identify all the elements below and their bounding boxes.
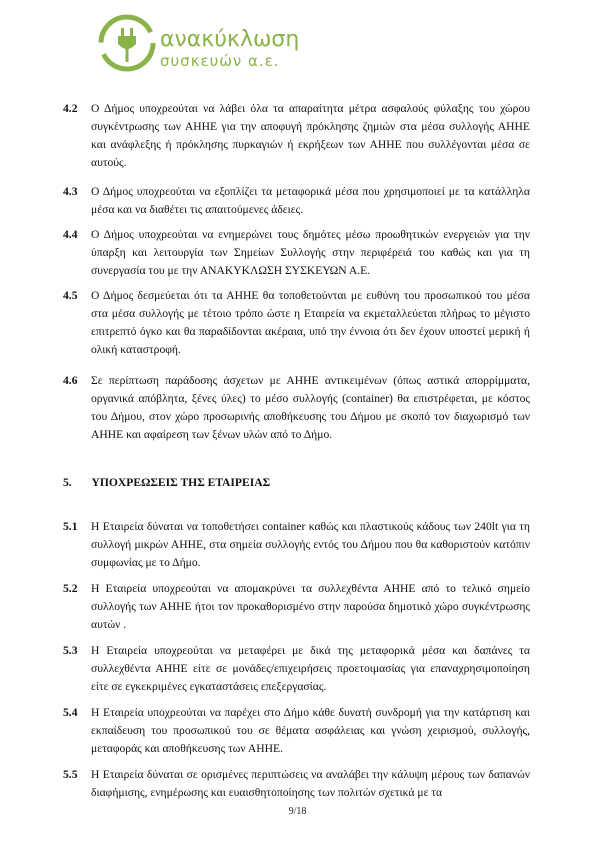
clause-4-6 [63, 372, 530, 444]
clause-number: 5.2 [63, 582, 78, 595]
page-number: 9/18 [288, 806, 307, 817]
clause-text: Η Εταιρεία δύναται σε ορισμένες περιπτώσεις να αναλάβει την κάλυψη μέρους των δαπανών διαφήμισης, ενημέρωσης και ευαισθητοποίησης των πολιτών σχετικά με τα [91, 768, 530, 799]
clause-text: Η Εταιρεία δύναται να τοποθετήσει container καθώς και πλαστικούς κάδους των 240lt για τη συλλογή μικρών ΑΗΗΕ, στα σημεία συλλογής εντός του Δήμου που θα καθοριστούν κατόπιν συμφωνίας με το Δήμο. [91, 520, 530, 569]
clause-number: 5.3 [63, 644, 78, 657]
clause-5-2 [63, 580, 530, 634]
clause-4-5 [63, 287, 530, 359]
clause-4-2 [63, 100, 530, 172]
section-heading [63, 476, 270, 489]
clause-number: 4.2 [63, 102, 78, 115]
clause-text: Η Εταιρεία υποχρεούται να απομακρύνει τα συλλεχθέντα ΑΗΗΕ από το τελικό σημείο συλλογής των ΑΗΗΕ ήτοι τον προκαθορισμένο στην παρούσα δημοτικό χώρο συγκέντρωσης αυτών . [91, 582, 530, 631]
section-number: 5. [63, 476, 72, 489]
recycling-plug-icon [98, 14, 156, 72]
clause-number: 4.5 [63, 289, 78, 302]
clause-text: Ο Δήμος δεσμεύεται ότι τα ΑΗΗΕ θα τοποθετούνται με ευθύνη του προσωπικού του μέσα στα μέσα συλλογής με τέτοιο τρόπο ώστε η Εταιρεία να εκμεταλλεύεται πλήρως το μέγιστο επιτρεπτό όγκο και θα παραδίδονται ακέραια, υπό την έννοια ότι δεν έχουν υποστεί μερική ή ολική καταστροφή. [91, 289, 530, 356]
clause-number: 5.5 [63, 768, 78, 781]
logo-text-line1: ανακύκλωση [160, 27, 300, 52]
clause-4-4 [63, 226, 530, 280]
clause-number: 4.6 [63, 374, 78, 387]
clause-number: 4.4 [63, 228, 78, 241]
clause-4-3 [63, 183, 530, 219]
clause-text: Ο Δήμος υποχρεούται να ενημερώνει τους δημότες μέσω προωθητικών ενεργειών για την ύπαρξη και λειτουργία των Σημείων Συλλογής στην περιφέρειά του καθώς και για τη συνεργασία του με την ΑΝΑΚΥΚΛΩΣΗ ΣΥΣΚΕΥΩΝ Α.Ε. [91, 228, 530, 277]
clause-text: Ο Δήμος υποχρεούται να λάβει όλα τα απαραίτητα μέτρα ασφαλούς φύλαξης του χώρου συγκέντρωσης των ΑΗΗΕ για την αποφυγή πρόκλησης ζημιών στα μέσα συλλογής ΑΗΗΕ και ανάφλεξης ή πρόκλησης πυρκαγιών ή εκρήξεων των ΑΗΗΕ που συλλέγονται μέσα σε αυτούς. [91, 102, 530, 169]
clause-number: 4.3 [63, 185, 78, 198]
section-title: ΥΠΟΧΡΕΩΣΕΙΣ ΤΗΣ ΕΤΑΙΡΕΙΑΣ [91, 476, 271, 489]
clause-text: Ο Δήμος υποχρεούται να εξοπλίζει τα μεταφορικά μέσα που χρησιμοποιεί με τα κατάλληλα μέσα και να διαθέτει τις απαιτούμενες άδειες. [91, 185, 530, 216]
clause-text: Σε περίπτωση παράδοσης άσχετων με ΑΗΗΕ αντικειμένων (όπως αστικά απορρίμματα, οργανικά απόβλητα, ξένες ύλες) το μέσο συλλογής (container) θα επιστρέφεται, με κόστος του Δήμου, στον χώρο προσωρινής αποθήκευσης του Δήμου με σκοπό τον διαχωρισμό των ΑΗΗΕ και αφαίρεση των ξένων υλών από το Δήμο. [91, 374, 530, 441]
clause-number: 5.1 [63, 520, 78, 533]
clause-number: 5.4 [63, 706, 78, 719]
clause-5-1 [63, 518, 530, 572]
clause-text: Η Εταιρεία υποχρεούται να μεταφέρει με δικά της μεταφορικά μέσα και δαπάνες τα συλλεχθέντα ΑΗΗΕ είτε σε μονάδες/επιχειρήσεις προετοιμασίας για επαναχρησιμοποίηση είτε σε εγκεκριμένες εγκαταστάσεις επεξεργασίας. [91, 644, 530, 693]
company-logo [98, 14, 298, 80]
clause-text: Η Εταιρεία υποχρεούται να παρέχει στο Δήμο κάθε δυνατή συνδρομή για την κατάρτιση και εκπαίδευση του προσωπικού του σε θέματα ασφάλειας και γνώση χειρισμού, συλλογής, μεταφοράς και αποθήκευσης των ΑΗΗΕ. [91, 706, 530, 755]
clause-5-4 [63, 704, 530, 758]
logo-text-line2: συσκευών α.ε. [160, 52, 280, 70]
clause-5-5 [63, 766, 530, 802]
clause-5-3 [63, 642, 530, 696]
